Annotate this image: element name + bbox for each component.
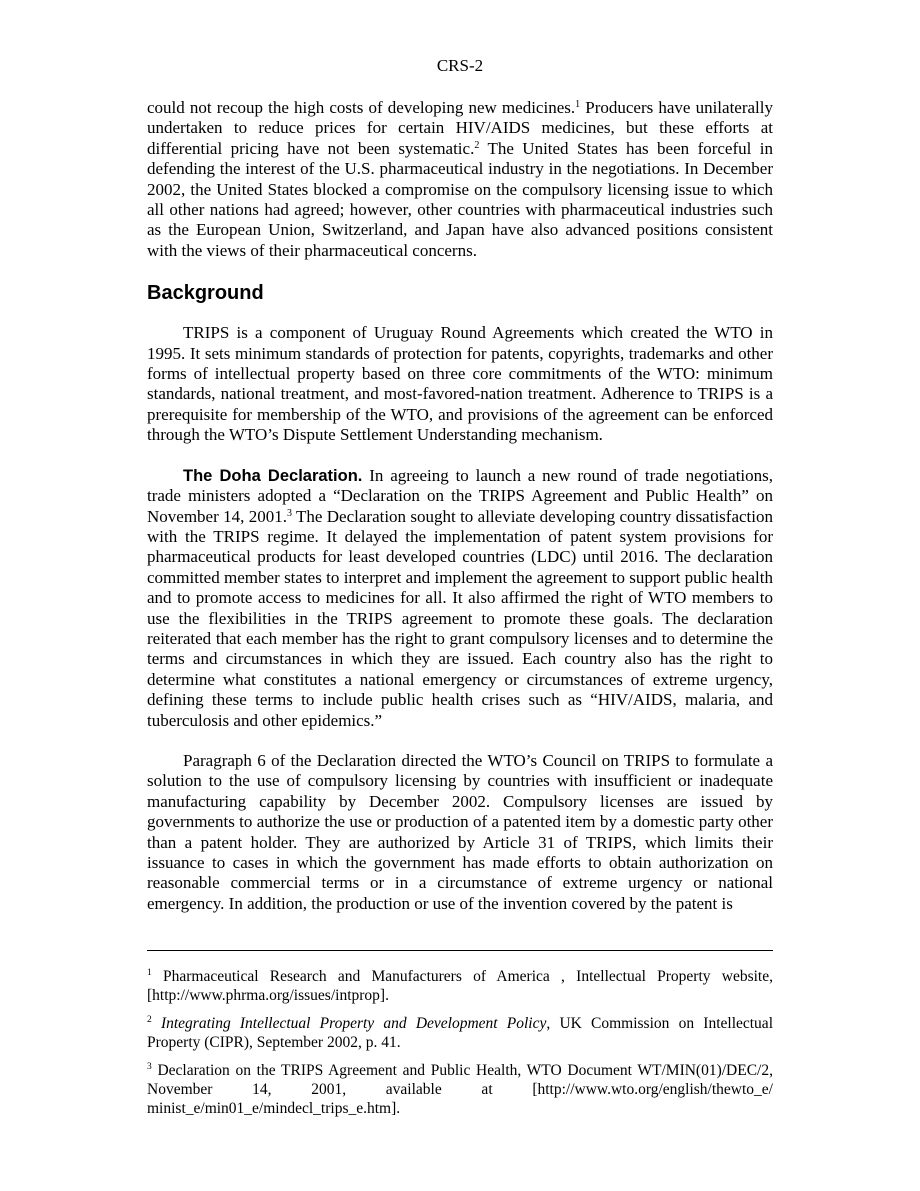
footnote-2 <box>147 1014 773 1052</box>
page-number-header: CRS-2 <box>436 56 484 75</box>
footnote-number: 1 <box>147 968 152 979</box>
footnote-separator <box>147 950 773 951</box>
footnote-source-title: Integrating Intellectual Property and Development Policy <box>160 1015 547 1033</box>
footnote-number: 2 <box>147 1015 152 1026</box>
footnote-number: 3 <box>147 1062 152 1073</box>
footnote-ref-3[interactable]: 3 <box>286 507 292 519</box>
footnotes <box>147 967 773 1118</box>
paragraph-gap <box>147 446 773 466</box>
footnote-text: Declaration on the TRIPS Agreement and Public Health, WTO Document WT/MIN(01)/DEC/2, November 14, 2001, available at [http://www.wto.org/english/thewto_e/ minist_e/min01_e/mindecl_trips_e.htm]. <box>147 1062 773 1118</box>
intro-paragraph <box>147 98 773 261</box>
footnote-text: Pharmaceutical Research and Manufacturers of America , Intellectual Property website, [http://www.phrma.org/issues/intprop]. <box>147 968 773 1005</box>
intro-text-2: Producers have unilaterally undertaken to reduce prices for certain HIV/AIDS medicines, but these efforts at differential pricing have not been systematic. <box>147 98 773 158</box>
intro-text-1: could not recoup the high costs of developing new medicines. <box>147 98 576 117</box>
doha-text-2: The Declaration sought to alleviate developing country dissatisfaction with the TRIPS regime. It delayed the implementation of patent system provisions for pharmaceutical products for least developed countries (LDC) until 2016. The declaration committed member states to interpret and implement the agreement to support public health and to promote access to medicines for all. It also affirmed the right of WTO members to use the flexibilities in the TRIPS agreement to promote these goals. The declaration reiterated that each member has the right to grant compulsory licenses and to determine the terms and circumstances in which they are issued. Each country also has the right to determine what constitutes a national emergency or circumstances of extreme urgency, defining these terms to include public health crises such as “HIV/AIDS, malaria, and tuberculosis and other epidemics.” <box>147 506 773 730</box>
footnote-ref-1[interactable]: 1 <box>575 99 581 110</box>
doha-paragraph <box>147 466 773 731</box>
footnote-3 <box>147 1061 773 1118</box>
footnote-text: , UK Commission on Intellectual Property (CIPR), September 2002, p. 41. <box>147 1015 773 1052</box>
intro-text-3: The United States has been forceful in defending the interest of the U.S. pharmaceutical industry in the negotiations. In December 2002, the United States blocked a compromise on the compulsory licensing issue to which all other nations had agreed; however, other countries with pharmaceutical industries such as the European Union, Switzerland, and Japan have also advanced positions consistent with the views of their pharmaceutical concerns. <box>147 138 773 260</box>
background-paragraph-trips: TRIPS is a component of Uruguay Round Agreements which created the WTO in 1995. It sets minimum standards of protection for patents, copyrights, trademarks and other forms of intellectual property based on three core commitments of the WTO: minimum standards, national treatment, and most-favored-nation treatment. Adherence to TRIPS is a prerequisite for membership of the WTO, and provisions of the agreement can be enforced through the WTO’s Dispute Settlement Understanding mechanism. <box>147 323 773 445</box>
section-heading-background: Background <box>147 282 264 305</box>
footnote-ref-2[interactable]: 2 <box>474 139 480 151</box>
paragraph-6-paragraph: Paragraph 6 of the Declaration directed the WTO’s Council on TRIPS to formulate a solution to the use of compulsory licensing by countries with insufficient or inadequate manufacturing capability by December 2002. Compulsory licenses are issued by governments to authorize the use or production of a patented item by a domestic party other than a patent holder. They are authorized by Article 31 of TRIPS, which limits their issuance to cases in which the government has made efforts to obtain authorization on reasonable commercial terms or in a circumstance of extreme urgency or national emergency. In addition, the production or use of the invention covered by the patent is <box>147 750 773 913</box>
document-page <box>147 56 773 1127</box>
paragraph-gap <box>147 731 773 751</box>
doha-text-1: In agreeing to launch a new round of trade negotiations, trade ministers adopted a “Declaration on the TRIPS Agreement and Public Health” on November 14, 2001. <box>147 465 774 526</box>
doha-run-in-heading: The Doha Declaration. <box>183 466 363 485</box>
footnote-1 <box>147 967 773 1005</box>
